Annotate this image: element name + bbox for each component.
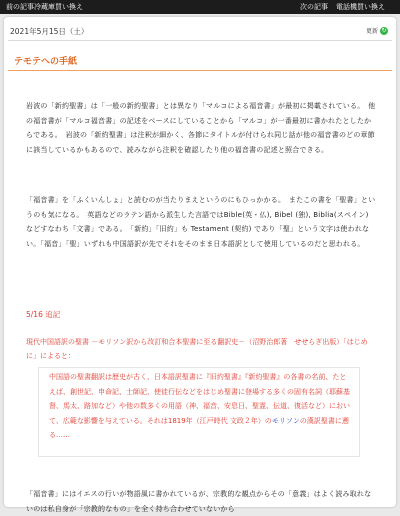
post-date: 2021年5月15日（土） [10, 27, 89, 36]
quote-tail: の漢訳聖書に遡る…… [49, 416, 349, 439]
quote-text [49, 370, 353, 443]
update-button[interactable] [366, 26, 388, 35]
quote-main: 中国語の聖書翻訳は歴史が古く、日本語訳聖書に『旧約聖書』『新約聖書』の各書の名前、たとえば、創世記、申命記、士師記、使徒行伝などをはじめ聖書に登場する多くの固有名詞（耶蘇基督、馬太、路加など）や他の数多くの用語（神、福音、安息日、聖霊、伝道、復活など）において、広範な影響を与えている。それは1819年（江戸時代 文政２年）の [49, 373, 350, 425]
article-card [4, 17, 396, 513]
prev-article-link[interactable]: 前の記事 [6, 3, 34, 11]
update-label: 更新 [365, 28, 378, 35]
paragraph-1: 岩波の「新約聖書」は「一般の新約聖書」とは異なり「マルコによる福音書」が最初に掲載されている。 他の福音書が「マルコ福音書」の記述をベースにしていることから「マルコ」が一番最初に書かれたとしたからである。 岩波の「新約聖書」は注釈が細かく、各節にタイトルが付けられ同じ話が他の福音書のどの章節に該当しているかもあるので、読みながら注釈を確認したり他の福音書の記述と照合できる。 [26, 102, 376, 154]
addendum-date: 5/16 追記 [26, 310, 61, 319]
paragraph-3: 「福音書」にはイエスの行いが物語風に書かれているが、宗教的な観点からその「意義」はよく読み取れないのは私自身が「宗教的なもの」を全く持ち合わせていないから [26, 490, 372, 513]
quote-box [38, 367, 360, 457]
divider [8, 40, 392, 41]
paragraph-2: 「福音書」を「ふくいんしょ」と読むのが当たりまえというのにもひっかかる。 またこの書を「聖書」というのも気になる。 英語などのラテン語から派生した言語ではBible(英・仏), Bibel (独), Biblia(スペイン) などすなわち「文書」である。 「新約」「旧約」も Testament (契約) であり「聖」という文字は使われない。「福音」「聖」いずれも中国語訳が先でそれをそのまま日本語訳として使用しているのだと思われる。 [26, 196, 376, 248]
morrison-link[interactable]: モリソン [271, 416, 300, 425]
post-title: テモテへの手紙 [14, 57, 78, 67]
title-underline [8, 70, 392, 71]
top-nav-bar [0, 0, 400, 14]
next-article-link[interactable]: 次の記事 [300, 3, 328, 11]
next-article-title-link[interactable]: 電話機買い換え [336, 3, 385, 11]
addendum-source: 現代中国語訳の聖書 －モリソン訳から改訂和合本聖書に至る翻訳史－（沼野治郎著 せせらぎ出版）「はじめに」によると： [26, 338, 368, 360]
refresh-icon: ↻ [381, 26, 387, 34]
prev-article-title-link[interactable]: 冷蔵庫買い換え [34, 3, 83, 11]
